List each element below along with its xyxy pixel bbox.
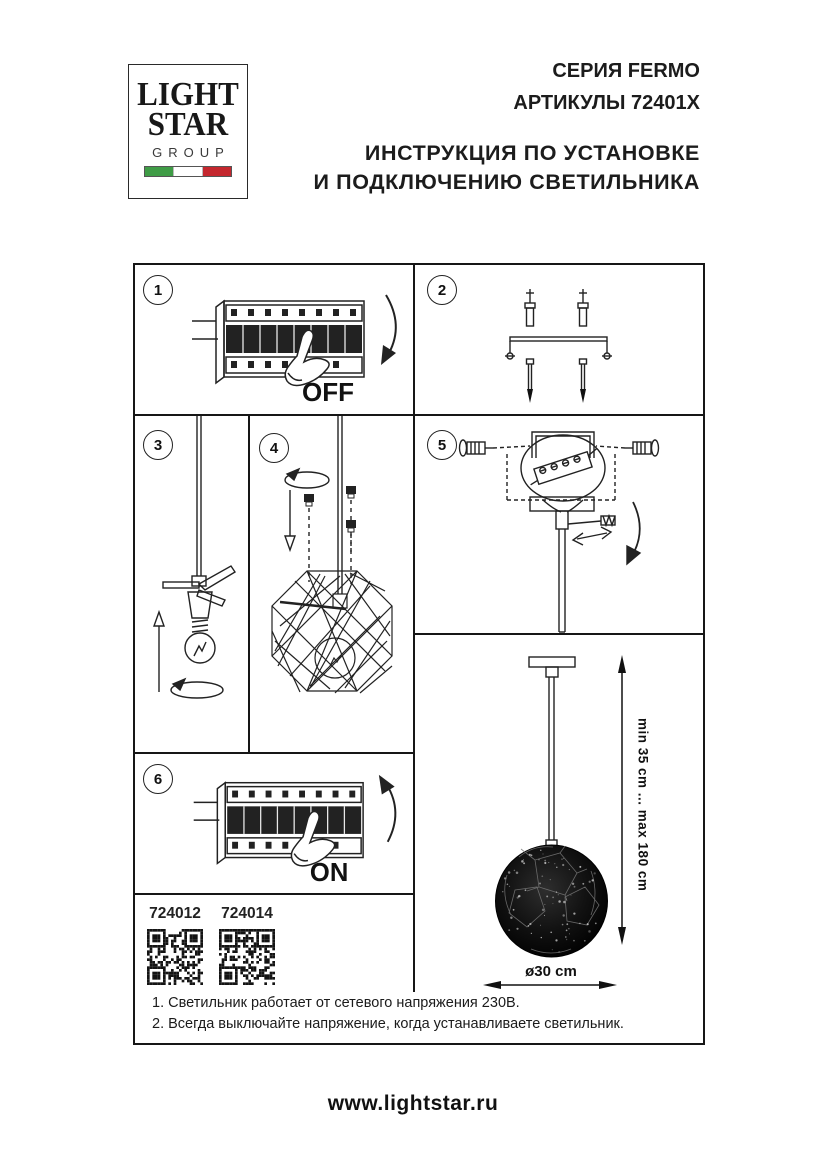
shade-screws: [304, 486, 356, 532]
logo-word-group: GROUP: [152, 145, 230, 160]
flag-red-segment: [203, 167, 231, 176]
page-title-line2: И ПОДКЛЮЧЕНИЮ СВЕТИЛЬНИКА: [313, 170, 700, 194]
mount-screw-left: [460, 440, 494, 456]
height-dimension-line: [618, 655, 626, 945]
note-line-1: 1. Светильник работает от сетевого напряжения 230В.: [152, 995, 520, 1011]
arrow-up-icon: [379, 775, 396, 842]
socket-bracket: [163, 566, 235, 618]
instruction-diagram-frame: [133, 263, 705, 1045]
safety-notes: [152, 993, 624, 1035]
assembled-pendant-diagram: [415, 635, 703, 1043]
ceiling-mount-detail-diagram: [415, 416, 703, 635]
flag-white-segment: [173, 167, 203, 176]
article-number: АРТИКУЛЫ 72401X: [513, 92, 700, 114]
screw-left: [527, 359, 534, 389]
series-name: СЕРИЯ FERMO: [552, 60, 700, 82]
arrow-down-icon: [285, 490, 295, 550]
page-title-line1: ИНСТРУКЦИЯ ПО УСТАНОВКЕ: [364, 141, 700, 165]
step-6-badge: 6: [143, 764, 173, 794]
diameter-dimension-line: [483, 981, 617, 989]
rotate-arrow-icon: [285, 469, 329, 488]
circuit-breaker-off-diagram: [190, 281, 420, 413]
divider-panel6-bottom: [135, 893, 415, 895]
screw-right: [580, 359, 587, 389]
height-range-label: min 35 cm ... max 180 cm: [635, 718, 651, 892]
circuit-breaker-on-diagram: [190, 763, 420, 893]
logo-word-star: STAR: [147, 104, 229, 143]
step-5-badge: 5: [427, 430, 457, 460]
mounting-bracket-parts-diagram: [415, 265, 703, 416]
arrow-up-icon: [154, 612, 164, 692]
grub-screw-icon: [568, 516, 615, 525]
diameter-label: ø30 cm: [525, 963, 577, 980]
note-line-2: 2. Всегда выключайте напряжение, когда устанавливаете светильник.: [152, 1016, 624, 1032]
step-2-badge: 2: [427, 275, 457, 305]
website-url: www.lightstar.ru: [327, 1092, 499, 1115]
rotate-arrow-icon: [171, 679, 223, 698]
on-label: ON: [309, 859, 349, 888]
step-1-badge: 1: [143, 275, 173, 305]
lampshade-assembly-diagram: [250, 416, 415, 754]
rod-socket-bulb-diagram: [135, 416, 250, 754]
qr-code-724012: [147, 929, 203, 985]
qr-right-label: 724014: [221, 905, 273, 922]
anchor-right: [578, 289, 588, 326]
logo-word-light: LIGHT: [137, 74, 239, 113]
flag-green-segment: [145, 167, 173, 176]
bracket-bar: [505, 337, 612, 359]
geodesic-shade-wireframe: [272, 571, 392, 693]
canopy-and-rod: [530, 497, 594, 632]
double-arrow-icon: [573, 527, 611, 545]
rotate-arrow-icon: [627, 502, 640, 564]
bulb-icon: [185, 620, 215, 663]
italian-flag-stripe: [144, 166, 232, 177]
lightstar-logo: [128, 64, 248, 199]
anchor-left: [525, 289, 535, 326]
qr-left-label: 724012: [149, 905, 201, 922]
qr-code-724014: [219, 929, 275, 985]
step-4-badge: 4: [259, 433, 289, 463]
pendant-ball: [496, 845, 608, 957]
mount-screw-right: [625, 440, 659, 456]
step-3-badge: 3: [143, 430, 173, 460]
off-label: OFF: [302, 377, 354, 407]
arrow-down-icon: [381, 295, 396, 365]
